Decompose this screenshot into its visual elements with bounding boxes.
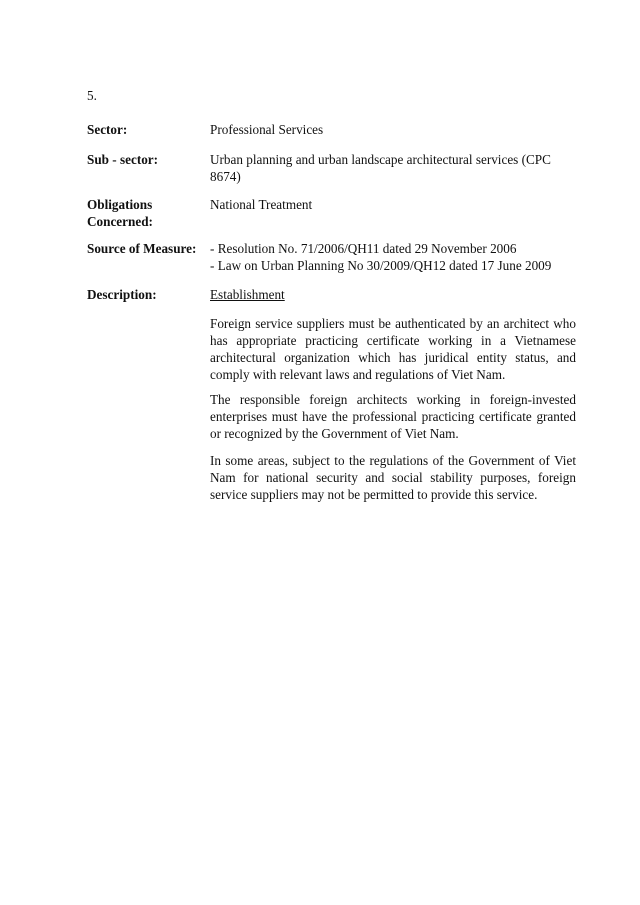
description-paragraph-3: In some areas, subject to the regulations of the Government of Viet Nam for national security and social stability purposes, foreign service suppliers may not be permitted to provide this service.	[210, 453, 576, 502]
source-item: - Resolution No. 71/2006/QH11 dated 29 November 2006	[210, 241, 517, 256]
entry-number: 5.	[87, 88, 97, 103]
source-list	[210, 240, 577, 274]
description-paragraph-2: The responsible foreign architects working in foreign-invested enterprises must have the professional practicing certificate granted or recognized by the Government of Viet Nam.	[210, 392, 576, 441]
source-item: - Law on Urban Planning No 30/2009/QH12 dated 17 June 2009	[210, 258, 552, 273]
sub-sector-label: Sub - sector:	[87, 152, 159, 167]
description-label: Description:	[87, 287, 157, 302]
description-paragraph-1: Foreign service suppliers must be authenticated by an architect who has appropriate practicing certificate working in a Vietnamese architectural organization which has juridical entity status, and comply with relevant laws and regulations of Viet Nam.	[210, 316, 576, 382]
source-label: Source of Measure:	[87, 241, 197, 256]
description-heading: Establishment	[210, 287, 285, 302]
sub-sector-value-line-1: Urban planning and urban landscape architectural services (CPC	[210, 152, 551, 167]
sector-value: Professional Services	[210, 122, 324, 137]
obligations-label-line-2: Concerned:	[87, 214, 153, 229]
obligations-label	[87, 196, 205, 230]
obligations-value: National Treatment	[210, 197, 313, 212]
sub-sector-value-line-2: 8674)	[210, 169, 241, 184]
sector-label: Sector:	[87, 122, 128, 137]
obligations-label-line-1: Obligations	[87, 197, 153, 212]
sub-sector-value	[210, 151, 577, 185]
